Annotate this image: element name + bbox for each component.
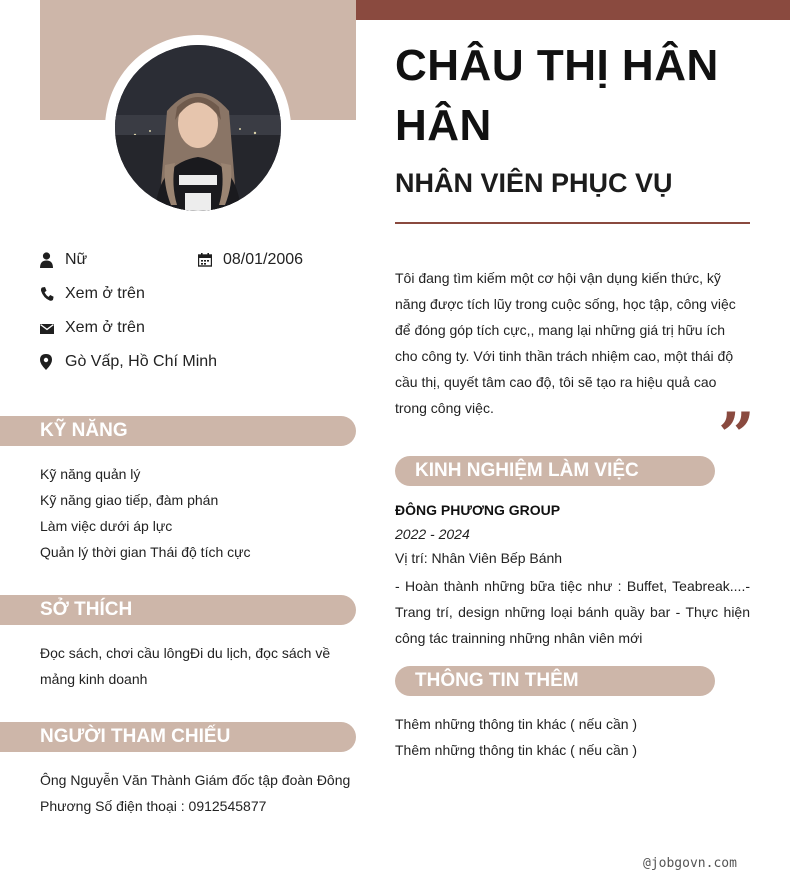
candidate-name: CHÂU THỊ HÂN HÂN	[395, 41, 719, 150]
phone-icon	[40, 286, 54, 302]
additional-info-item: Thêm những thông tin khác ( nếu cần )	[395, 742, 638, 758]
references-header: NGƯỜI THAM CHIẾU	[0, 722, 356, 752]
phone-value: Xem ở trên	[65, 285, 145, 302]
hobbies-header: SỞ THÍCH	[0, 595, 356, 625]
portrait-photo-icon	[115, 45, 281, 211]
top-accent-bar	[356, 0, 790, 20]
additional-info-item: Thêm những thông tin khác ( nếu cần )	[395, 716, 638, 732]
experience-description: - Hoàn thành những bữa tiệc như : Buffet, Teabreak....- Trang trí, design những loại bánh quầy bar - Thực hiện công tác trainning những nhân viên mới	[395, 578, 750, 646]
experience-header: KINH NGHIỆM LÀM VIỆC	[395, 456, 715, 486]
watermark: @jobgovn.com	[643, 856, 737, 871]
references-line: Phương Số điện thoại : 0912545877	[40, 798, 267, 814]
calendar-icon	[198, 252, 212, 268]
contact-birthdate	[198, 251, 303, 269]
title-divider	[395, 222, 750, 224]
skill-item: Kỹ năng quản lý	[40, 466, 141, 482]
email-value: Xem ở trên	[65, 319, 145, 336]
skill-item: Kỹ năng giao tiếp, đàm phán	[40, 492, 219, 508]
hobbies-line: mảng kinh doanh	[40, 671, 148, 687]
avatar	[115, 45, 281, 211]
career-summary: Tôi đang tìm kiếm một cơ hội vận dụng kiến thức, kỹ năng được tích lũy trong cuộc sống, học tập, công việc để đóng góp tích cực,, mang lại những giá trị hữu ích cho công ty. Với tinh thần trách nhiệm cao, một thái độ cầu thị, quyết tâm cao độ, tôi sẽ tạo ra hiệu quả cao trong công việc.	[395, 270, 736, 416]
birthdate-value: 08/01/2006	[223, 251, 304, 268]
contact-gender	[40, 251, 87, 269]
additional-info-header: THÔNG TIN THÊM	[395, 666, 715, 696]
additional-info-list	[395, 711, 750, 763]
references-text	[40, 767, 350, 819]
skill-item: Làm việc dưới áp lực	[40, 518, 173, 534]
contact-address	[40, 353, 217, 371]
address-value: Gò Vấp, Hồ Chí Minh	[65, 353, 218, 370]
person-icon	[40, 252, 54, 268]
contact-phone	[40, 285, 145, 303]
skills-header: KỸ NĂNG	[0, 416, 356, 446]
location-pin-icon	[40, 354, 54, 370]
references-line: Ông Nguyễn Văn Thành Giám đốc tập đoàn Đông	[40, 772, 351, 788]
hobbies-text	[40, 640, 350, 692]
job-title: NHÂN VIÊN PHỤC VỤ	[395, 168, 673, 198]
experience-period: 2022 - 2024	[395, 526, 470, 542]
hobbies-line: Đọc sách, chơi cầu lôngĐi du lịch, đọc sách về	[40, 645, 331, 661]
contact-email	[40, 319, 145, 337]
experience-company: ĐÔNG PHƯƠNG GROUP	[395, 502, 561, 518]
gender-value: Nữ	[65, 251, 88, 268]
skill-item: Quản lý thời gian Thái độ tích cực	[40, 544, 251, 560]
quote-icon: ”	[718, 399, 755, 474]
experience-role: Vị trí: Nhân Viên Bếp Bánh	[395, 550, 563, 566]
skills-list	[40, 461, 350, 565]
envelope-icon	[40, 320, 54, 336]
